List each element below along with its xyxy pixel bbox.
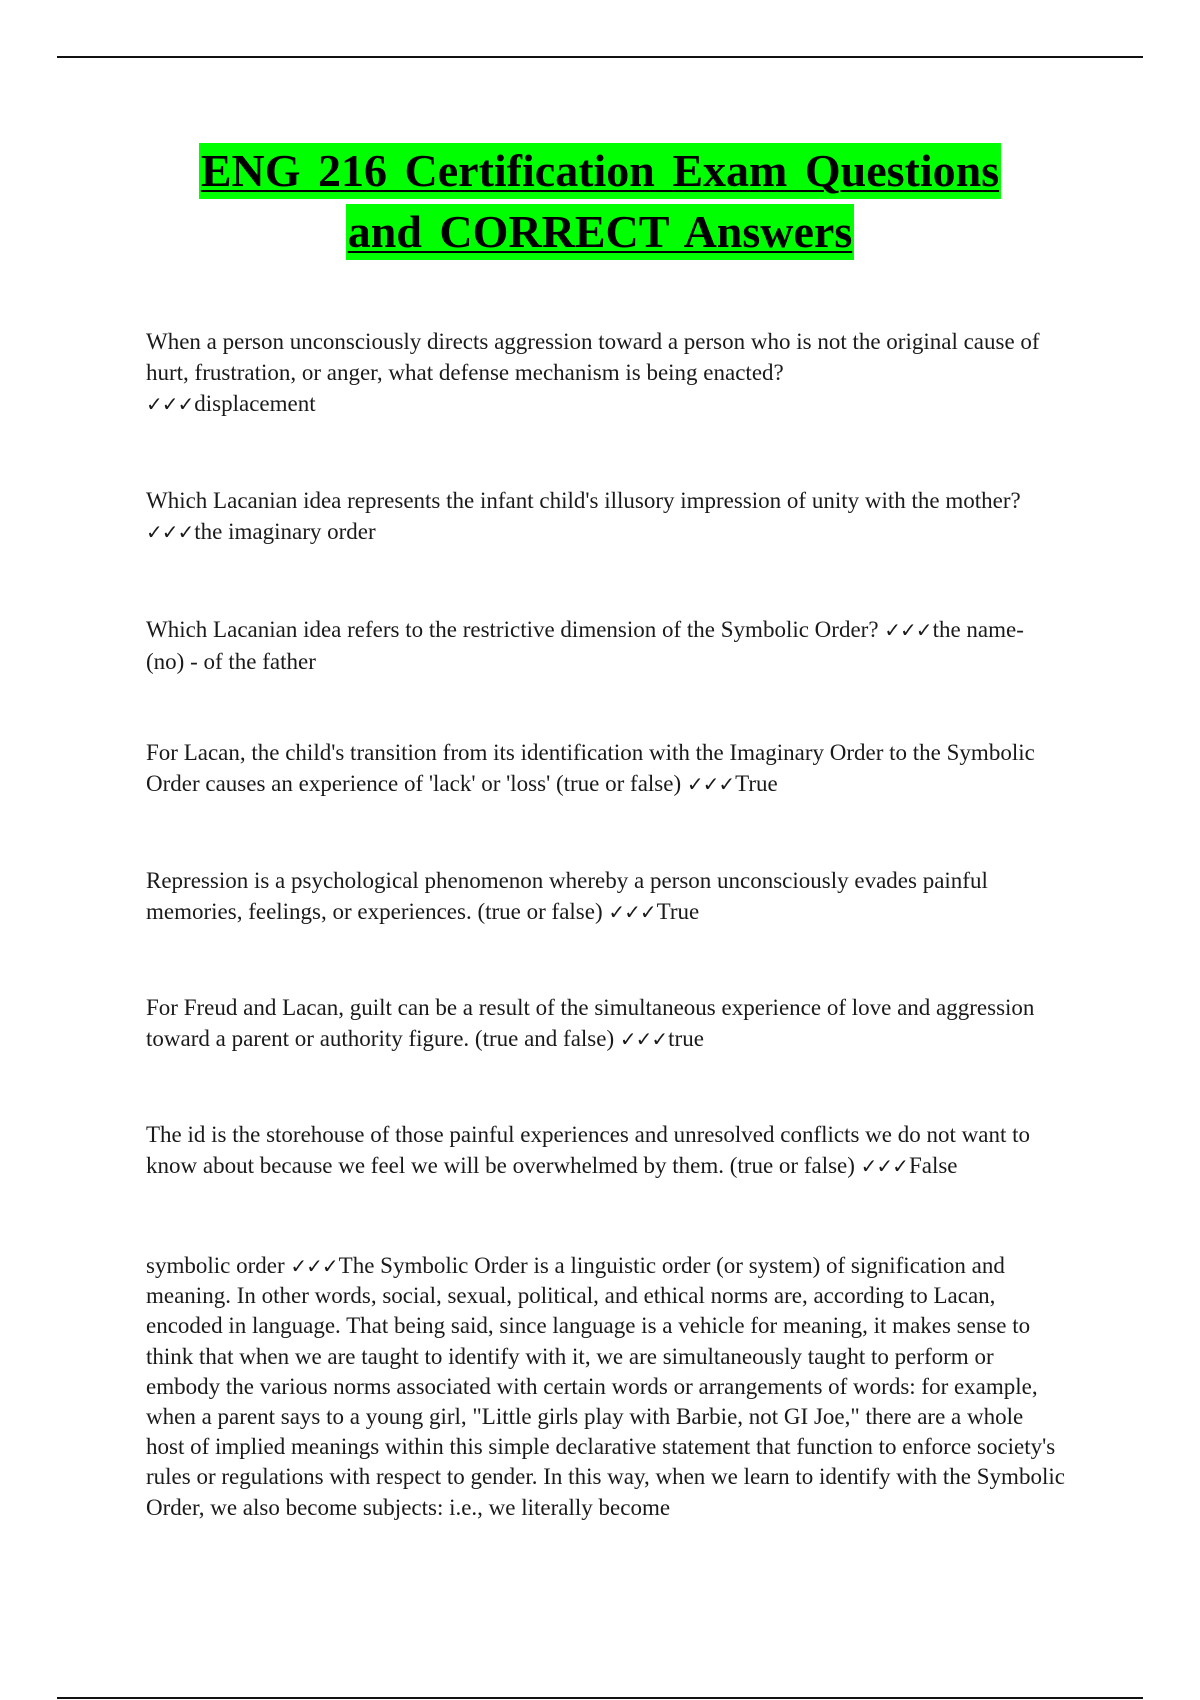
question-text: For Freud and Lacan, guilt can be a result of the simultaneous experience of love and aggression toward a parent or authority figure. (true and false) [146,995,1035,1051]
qa-item-4 [146,737,1066,800]
qa-item-2 [146,485,1066,548]
check-marks: ✓✓✓ [146,520,194,544]
qa-item-1 [146,326,1066,420]
qa-item-8 [146,1251,1066,1523]
check-marks: ✓✓✓ [860,1154,908,1178]
question-text: The id is the storehouse of those painful experiences and unresolved conflicts we do not want to know about because we feel we will be overwhelmed by them. (true or false) [146,1122,1030,1178]
answer-text: The Symbolic Order is a linguistic order (or system) of signification and meaning. In other words, social, sexual, political, and ethical norms are, according to Lacan, encoded in language. That being said, since language is a vehicle for meaning, it makes sense to think that when we are taught to identify with it, we are simultaneously taught to perform or embody the various norms associated with certain words or arrangements of words: for example, when a parent says to a young girl, "Little girls play with Barbie, not GI Joe," there are a whole host of implied meanings within this simple declarative statement that function to enforce society's rules or regulations with respect to gender. In this way, when we learn to identify with the Symbolic Order, we also become subjects: i.e., we literally become [146,1253,1065,1520]
check-marks: ✓✓✓ [608,900,656,924]
answer-text: the imaginary order [194,519,376,544]
bottom-rule [57,1697,1143,1699]
qa-item-3 [146,614,1066,677]
question-text: symbolic order [146,1253,285,1278]
answer-text: True [656,899,700,924]
document-title [0,143,1200,260]
answer-text: the name- (no) - of the father [146,617,1024,674]
answer-text: displacement [194,391,316,416]
question-text: Which Lacanian idea represents the infant child's illusory impression of unity with the mother? [146,488,1021,513]
check-marks: ✓✓✓ [686,772,735,796]
check-marks: ✓✓✓ [290,1254,338,1278]
qa-item-5 [146,865,1066,928]
answer-text: true [668,1026,704,1051]
answer-text: True [735,771,778,796]
title-line-1: ENG 216 Certification Exam Questions [199,143,1001,199]
top-rule [57,56,1143,58]
question-text: For Lacan, the child's transition from its identification with the Imaginary Order to the Symbolic Order causes an experience of 'lack' or 'loss' (true or false) [146,740,1035,796]
check-marks: ✓✓✓ [146,392,194,416]
title-line-2: and CORRECT Answers [346,204,854,260]
question-text: Repression is a psychological phenomenon whereby a person unconsciously evades painful memories, feelings, or experiences. (true or false) [146,868,988,924]
check-marks: ✓✓✓ [884,618,932,642]
answer-text: False [908,1153,958,1178]
check-marks: ✓✓✓ [619,1027,668,1051]
qa-item-6 [146,992,1066,1055]
question-text: When a person unconsciously directs aggression toward a person who is not the original cause of hurt, frustration, or anger, what defense mechanism is being enacted? [146,329,1040,385]
qa-item-7 [146,1119,1066,1182]
question-text: Which Lacanian idea refers to the restrictive dimension of the Symbolic Order? [146,617,879,642]
